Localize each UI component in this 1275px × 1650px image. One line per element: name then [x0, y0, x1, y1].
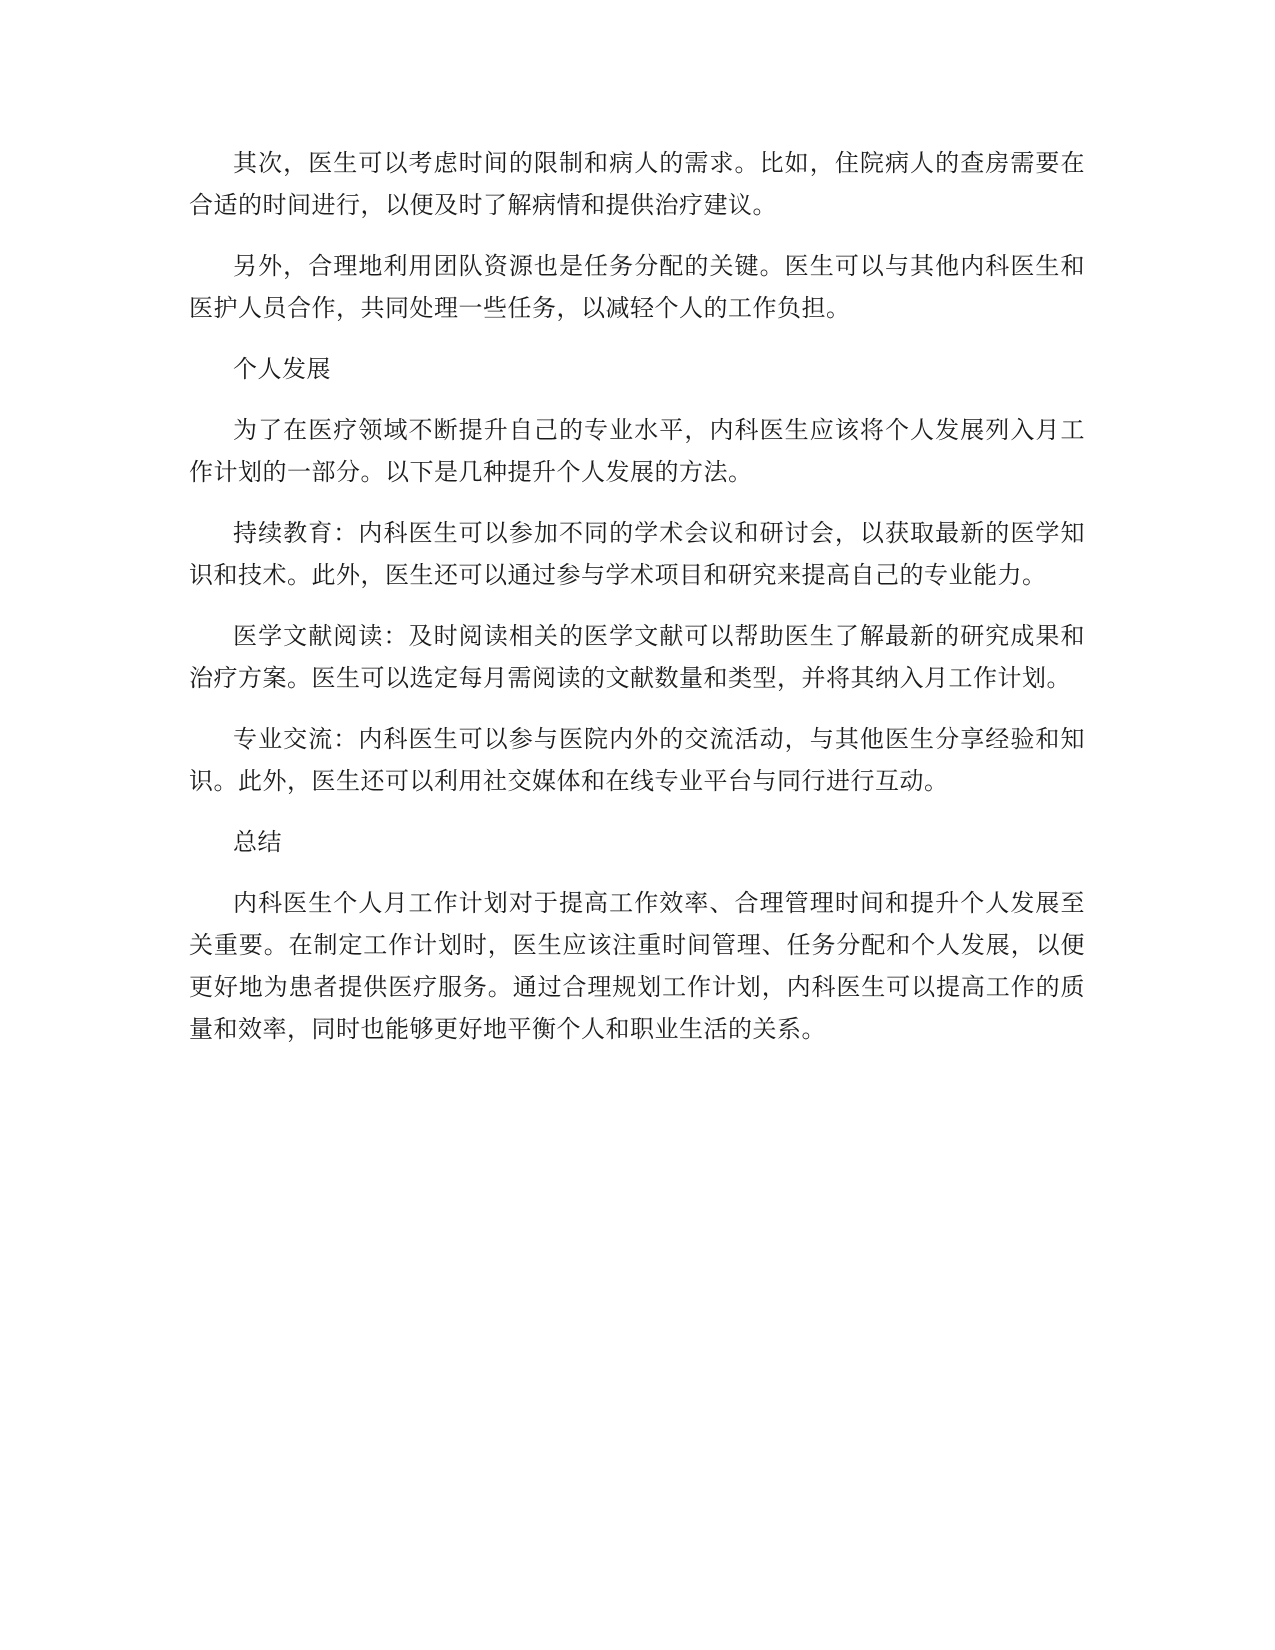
- paragraph-time-constraints: 其次，医生可以考虑时间的限制和病人的需求。比如，住院病人的查房需要在合适的时间进行，以便及时了解病情和提供治疗建议。: [189, 149, 1085, 219]
- paragraph-continuing-education: 持续教育：内科医生可以参加不同的学术会议和研讨会，以获取最新的医学知识和技术。此外，医生还可以通过参与学术项目和研究来提高自己的专业能力。: [189, 519, 1085, 589]
- section-heading-summary: 总结: [233, 828, 282, 856]
- paragraph-team-resources: 另外，合理地利用团队资源也是任务分配的关键。医生可以与其他内科医生和医护人员合作，共同处理一些任务，以减轻个人的工作负担。: [189, 252, 1085, 322]
- paragraph-summary: 内科医生个人月工作计划对于提高工作效率、合理管理时间和提升个人发展至关重要。在制定工作计划时，医生应该注重时间管理、任务分配和个人发展，以便更好地为患者提供医疗服务。通过合理规划工作计划，内科医生可以提高工作的质量和效率，同时也能够更好地平衡个人和职业生活的关系。: [189, 889, 1085, 1043]
- paragraph-personal-development-intro: 为了在医疗领域不断提升自己的专业水平，内科医生应该将个人发展列入月工作计划的一部分。以下是几种提升个人发展的方法。: [189, 416, 1085, 486]
- document-body: [189, 142, 1085, 1069]
- paragraph-professional-exchange: 专业交流：内科医生可以参与医院内外的交流活动，与其他医生分享经验和知识。此外，医生还可以利用社交媒体和在线专业平台与同行进行互动。: [189, 725, 1085, 795]
- paragraph-literature-reading: 医学文献阅读：及时阅读相关的医学文献可以帮助医生了解最新的研究成果和治疗方案。医生可以选定每月需阅读的文献数量和类型，并将其纳入月工作计划。: [189, 622, 1085, 692]
- section-heading-personal-development: 个人发展: [233, 355, 331, 383]
